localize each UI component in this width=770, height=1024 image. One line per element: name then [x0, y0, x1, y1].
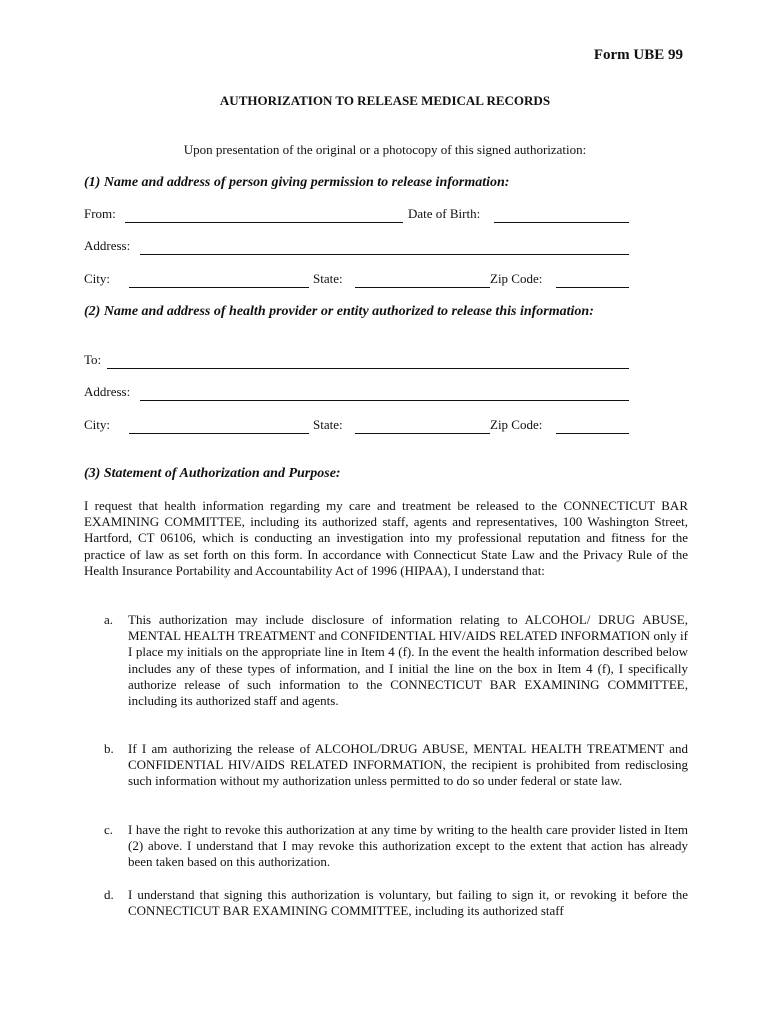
- city-label: City:: [84, 271, 111, 286]
- state-label: State:: [313, 271, 343, 286]
- provider-zip-label: Zip Code:: [490, 417, 543, 432]
- provider-zip-field[interactable]: [556, 433, 629, 434]
- city-field[interactable]: [129, 287, 309, 288]
- provider-address-label: Address:: [84, 384, 131, 399]
- intro-text: Upon presentation of the original or a photocopy of this signed authorization:: [183, 142, 587, 157]
- state-field[interactable]: [355, 287, 490, 288]
- section2-heading: (2) Name and address of health provider or entity authorized to release this information:: [84, 304, 594, 319]
- city-row: [84, 271, 629, 289]
- section3-heading: (3) Statement of Authorization and Purpose:: [84, 466, 341, 481]
- provider-city-row: [84, 417, 629, 435]
- from-field[interactable]: [125, 222, 403, 223]
- authorization-statement: I request that health information regarding my care and treatment be released to the CONNECTICUT BAR EXAMINING COMMITTEE, including its authorized staff, agents and representatives, 100 Washington Street, Hartford, CT 06106, which is conducting an investigation into my professional reputation and fitness for the practice of law as set forth on this form. In accordance with Connecticut State Law and the Privacy Rule of the Health Insurance Portability and Accountability Act of 1996 (HIPAA), I understand that:: [84, 498, 688, 578]
- provider-city-label: City:: [84, 417, 111, 432]
- provider-city-field[interactable]: [129, 433, 309, 434]
- provider-state-field[interactable]: [355, 433, 490, 434]
- form-id: Form UBE 99: [593, 47, 683, 63]
- provider-address-row: [84, 384, 629, 402]
- zip-label: Zip Code:: [490, 271, 543, 286]
- list-marker: b.: [104, 741, 114, 756]
- list-item-text: This authorization may include disclosure of information relating to ALCOHOL/ DRUG ABUSE, MENTAL HEALTH TREATMENT and CONFIDENTIAL HIV/AIDS RELATED INFORMATION only if I place my initials on the appropriate line in Item 4 (f). In the event the health information described below includes any of these types of information, and I initial the line on the box in Item 4 (f), I specifically authorize release of such information to the CONNECTICUT BAR EXAMINING COMMITTEE, including its authorized staff and agents.: [128, 612, 688, 709]
- list-item-text: I have the right to revoke this authorization at any time by writing to the health care provider listed in Item (2) above. I understand that I may revoke this authorization except to the extent that action has already been taken based on this authorization.: [128, 822, 688, 870]
- list-marker: a.: [104, 612, 114, 627]
- list-item-text: I understand that signing this authorization is voluntary, but failing to sign it, or revoking it before the CONNECTICUT BAR EXAMINING COMMITTEE, including its authorized staff: [128, 887, 688, 919]
- provider-state-label: State:: [313, 417, 343, 432]
- dob-field[interactable]: [494, 222, 629, 223]
- zip-field[interactable]: [556, 287, 629, 288]
- address-field[interactable]: [140, 254, 629, 255]
- list-marker: c.: [104, 822, 114, 837]
- document-title: AUTHORIZATION TO RELEASE MEDICAL RECORDS: [219, 93, 551, 108]
- from-row: [84, 206, 629, 224]
- dob-label: Date of Birth:: [408, 206, 481, 221]
- section1-heading: (1) Name and address of person giving permission to release information:: [84, 175, 510, 190]
- to-row: [84, 352, 629, 370]
- list-item-text: If I am authorizing the release of ALCOHOL/DRUG ABUSE, MENTAL HEALTH TREATMENT and CONFIDENTIAL HIV/AIDS RELATED INFORMATION, the recipient is prohibited from redisclosing such information without my authorization unless permitted to do so under federal or state law.: [128, 741, 688, 789]
- from-label: From:: [84, 206, 116, 221]
- to-label: To:: [84, 352, 102, 367]
- address-row: [84, 238, 629, 256]
- provider-address-field[interactable]: [140, 400, 629, 401]
- address-label: Address:: [84, 238, 131, 253]
- to-field[interactable]: [107, 368, 629, 369]
- list-marker: d.: [104, 887, 114, 902]
